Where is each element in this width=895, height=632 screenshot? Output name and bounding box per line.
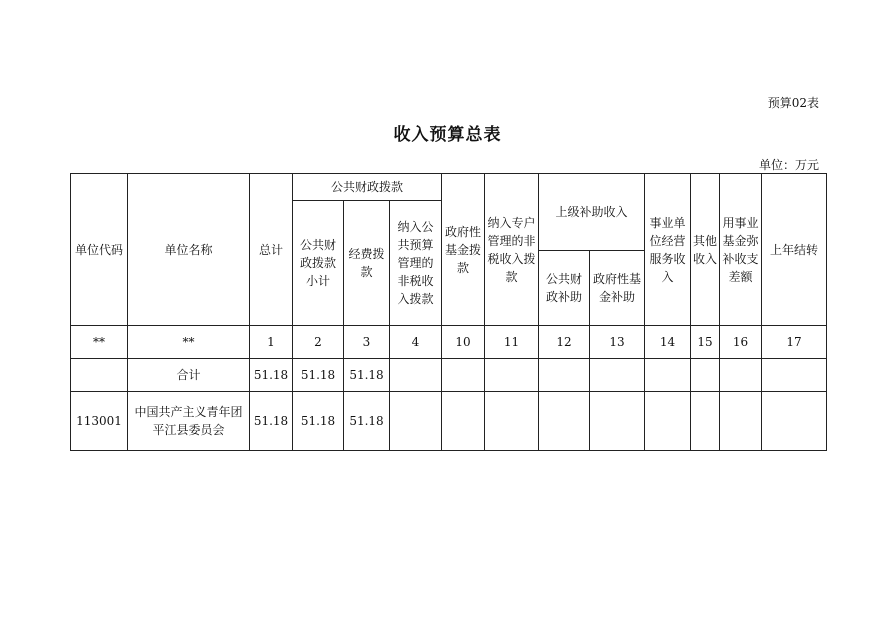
header-total: 总计: [250, 174, 293, 326]
header-gov-fund: 政府性基金拨款: [442, 174, 485, 326]
row-name: 中国共产主义青年团平江县委员会: [128, 392, 250, 451]
empty-cell: [539, 392, 590, 451]
empty-cell: [485, 392, 539, 451]
header-gov-fund-subsidy: 政府性基金补助: [590, 251, 645, 326]
empty-cell: [645, 359, 691, 392]
column-number: 12: [539, 326, 590, 359]
column-number: 1: [250, 326, 293, 359]
column-number: 2: [293, 326, 344, 359]
column-number: **: [128, 326, 250, 359]
header-unit-code: 单位代码: [71, 174, 128, 326]
header-public-finance-subsidy: 公共财政补助: [539, 251, 590, 326]
empty-cell: [390, 359, 442, 392]
row-pf-subtotal: 51.18: [293, 359, 344, 392]
empty-cell: [590, 392, 645, 451]
empty-cell: [720, 359, 762, 392]
header-reserve-fund: 用事业基金弥补收支差额: [720, 174, 762, 326]
column-number: 3: [344, 326, 390, 359]
header-carryover: 上年结转: [762, 174, 827, 326]
unit-label: 单位：万元: [758, 158, 819, 172]
empty-cell: [442, 392, 485, 451]
empty-cell: [691, 359, 720, 392]
column-number-row: [71, 326, 827, 359]
header-business-revenue: 事业单位经营服务收入: [645, 174, 691, 326]
column-number: 11: [485, 326, 539, 359]
budget-table: [70, 173, 827, 451]
header-funds-allocation: 经费拨款: [344, 201, 390, 326]
empty-cell: [590, 359, 645, 392]
column-number: 17: [762, 326, 827, 359]
empty-cell: [691, 392, 720, 451]
header-other-revenue: 其他收入: [691, 174, 720, 326]
row-funds: 51.18: [344, 392, 390, 451]
row-funds: 51.18: [344, 359, 390, 392]
row-code: [71, 359, 128, 392]
column-number: 14: [645, 326, 691, 359]
row-code: 113001: [71, 392, 128, 451]
header-unit-name: 单位名称: [128, 174, 250, 326]
column-number: 10: [442, 326, 485, 359]
table-row-unit: [71, 392, 827, 451]
row-total: 51.18: [250, 392, 293, 451]
header-nontax-special: 纳入专户管理的非税收入拨款: [485, 174, 539, 326]
column-number: 4: [390, 326, 442, 359]
empty-cell: [720, 392, 762, 451]
empty-cell: [539, 359, 590, 392]
header-public-finance: 公共财政拨款: [293, 174, 442, 201]
header-nontax-in-budget: 纳入公共预算管理的非税收入拨款: [390, 201, 442, 326]
row-total: 51.18: [250, 359, 293, 392]
column-number: 15: [691, 326, 720, 359]
row-name: 合计: [128, 359, 250, 392]
empty-cell: [442, 359, 485, 392]
header-pf-subtotal: 公共财政拨款小计: [293, 201, 344, 326]
form-number: 预算02表: [767, 96, 819, 110]
column-number: 13: [590, 326, 645, 359]
empty-cell: [645, 392, 691, 451]
empty-cell: [762, 359, 827, 392]
row-pf-subtotal: 51.18: [293, 392, 344, 451]
page-title: 收入预算总表: [393, 125, 502, 145]
empty-cell: [762, 392, 827, 451]
empty-cell: [390, 392, 442, 451]
header-superior-subsidy: 上级补助收入: [539, 174, 645, 251]
column-number: **: [71, 326, 128, 359]
column-number: 16: [720, 326, 762, 359]
empty-cell: [485, 359, 539, 392]
table-row-total: [71, 359, 827, 392]
